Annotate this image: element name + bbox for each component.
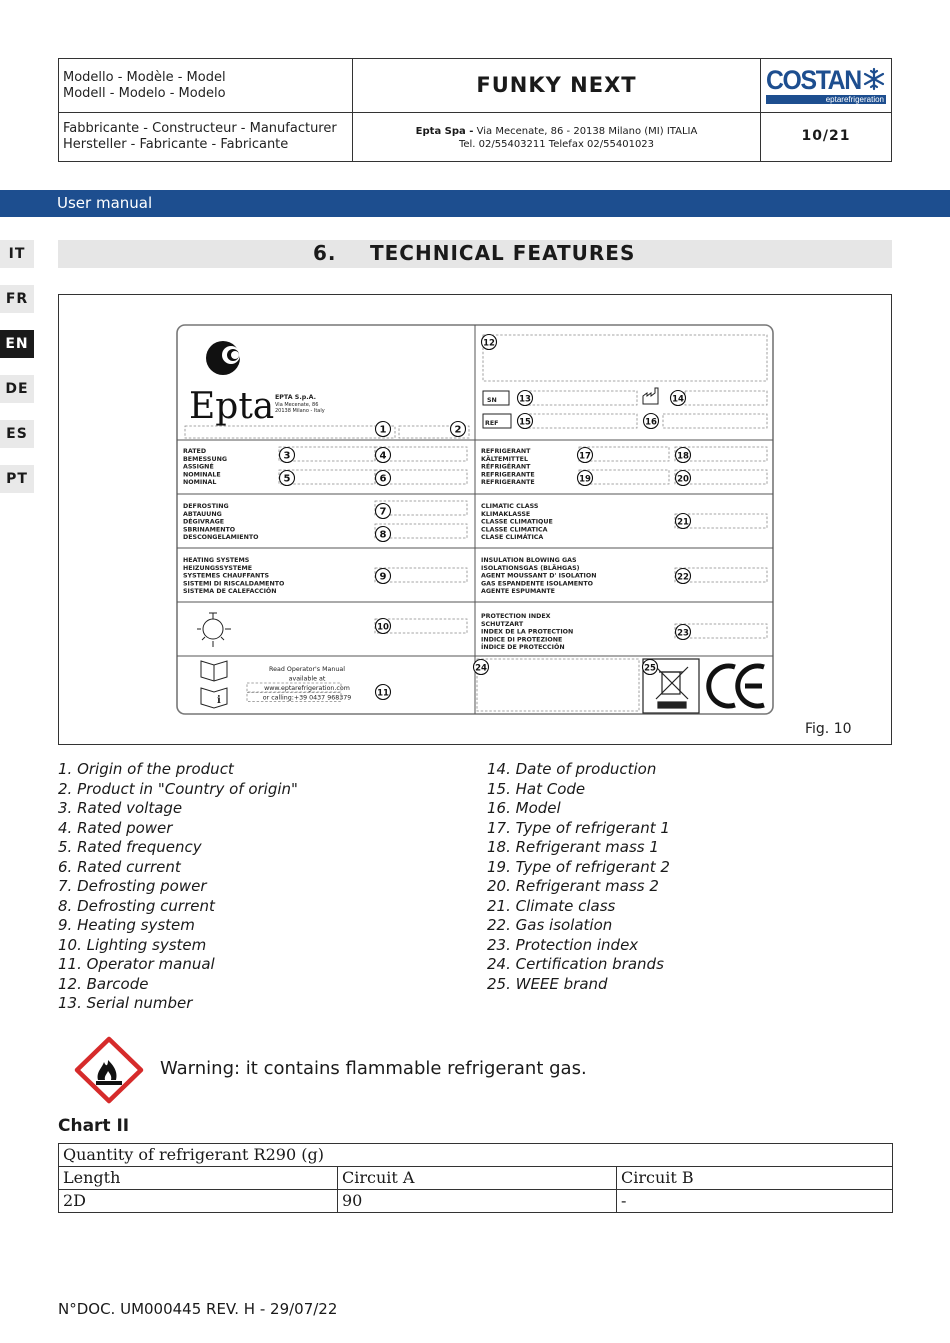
svg-text:13: 13: [519, 394, 531, 405]
section-title: TECHNICAL FEATURES: [370, 241, 636, 265]
legend-item: 13. Serial number: [58, 994, 193, 1012]
lang-tab-pt[interactable]: PT: [0, 465, 34, 493]
svg-text:1: 1: [379, 424, 387, 436]
table-caption: Quantity of refrigerant R290 (g): [59, 1144, 893, 1167]
model-label-line1: Modello - Modèle - Model: [63, 70, 226, 85]
epta-brand-text: Epta: [189, 386, 275, 427]
callout-number-22: [676, 569, 691, 584]
svg-text:19: 19: [579, 474, 591, 485]
defrosting-label: DÉGIVRAGE: [183, 518, 225, 526]
callout-number-14: [671, 391, 686, 406]
logo-cell: [761, 59, 891, 113]
manual-info-text: www.eptarefrigeration.com: [264, 685, 350, 692]
lang-tab-it[interactable]: IT: [0, 240, 34, 268]
legend-item: 6. Rated current: [58, 857, 181, 876]
svg-text:20: 20: [677, 474, 689, 485]
legend-item: 22. Gas isolation: [487, 916, 613, 934]
legend-item: 12. Barcode: [58, 974, 149, 993]
legend-item: 9. Heating system: [58, 916, 195, 934]
protection-index-label: INDICE DI PROTEZIONE: [481, 636, 563, 644]
svg-text:10: 10: [377, 622, 389, 633]
document-footer: N°DOC. UM000445 REV. H - 29/07/22: [58, 1300, 338, 1318]
climatic-class-label: CLASSE CLIMATIQUE: [481, 518, 553, 526]
refrigerant-label: REFRIGERANT: [481, 448, 531, 455]
legend-item: 4. Rated power: [58, 818, 173, 837]
section-title-bar: [58, 240, 892, 268]
manufacturer-address-cell: [353, 113, 761, 161]
svg-text:7: 7: [379, 506, 387, 518]
table-row: [59, 1190, 893, 1213]
manual-info-text: Read Operator's Manual: [269, 666, 345, 673]
legend-item: 17. Type of refrigerant 1: [487, 818, 670, 837]
manufacturer-label-line1: Fabbricante - Constructeur - Manufacturer: [63, 121, 337, 136]
defrosting-label: SBRINAMENTO: [183, 526, 236, 534]
heating-label: HEATING SYSTEMS: [183, 557, 250, 564]
svg-text:4: 4: [379, 450, 387, 462]
document-header: [58, 58, 892, 162]
logo-subtitle: eptarefrigeration: [766, 95, 886, 104]
protection-index-label: SCHUTZART: [481, 620, 524, 628]
refrigerant-label: KÄLTEMITTEL: [481, 455, 528, 463]
callout-number-13: [518, 391, 533, 406]
epta-address-line: 20138 Milano - Italy: [275, 408, 325, 414]
figure-frame: [58, 294, 892, 745]
svg-text:12: 12: [483, 338, 495, 349]
table-header: Circuit A: [338, 1167, 617, 1190]
callout-number-4: [376, 448, 391, 463]
insulation-gas-label: GAS ESPANDENTE ISOLAMENTO: [481, 580, 593, 588]
table-cell: -: [617, 1190, 893, 1213]
page-number-cell: [761, 113, 891, 161]
callout-number-25: [643, 660, 658, 675]
manufacturer-address: Via Mecenate, 86 - 20138 Milano (MI) ITALIA: [476, 126, 698, 137]
legend-item: 5. Rated frequency: [58, 838, 202, 856]
legend-item: 23. Protection index: [487, 935, 639, 954]
chart-title: Chart II: [58, 1116, 130, 1136]
page-number: 10/21: [801, 128, 851, 144]
svg-text:2: 2: [454, 424, 462, 436]
model-label-cell: [59, 59, 353, 113]
legend-item: 21. Climate class: [487, 896, 616, 915]
legend-item: 11. Operator manual: [58, 955, 215, 973]
insulation-gas-label: ISOLATIONSGAS (BLÄHGAS): [481, 564, 580, 572]
callout-number-16: [644, 414, 659, 429]
lang-tab-en[interactable]: EN: [0, 330, 34, 358]
climatic-class-label: CLIMATIC CLASS: [481, 503, 539, 510]
svg-text:21: 21: [677, 517, 689, 528]
epta-address-line: Via Mecenate, 86: [275, 402, 319, 408]
lang-tab-fr[interactable]: FR: [0, 285, 34, 313]
heating-label: SISTEMI DI RISCALDAMENTO: [183, 580, 285, 588]
figure-label: Fig. 10: [805, 721, 852, 737]
protection-index-label: INDEX DE LA PROTECTION: [481, 628, 574, 636]
callout-number-1: [376, 422, 391, 437]
callout-number-12: [482, 335, 497, 350]
svg-text:i: i: [217, 695, 221, 706]
callout-number-18: [676, 448, 691, 463]
callout-number-21: [676, 514, 691, 529]
lang-tab-es[interactable]: ES: [0, 420, 34, 448]
callout-number-19: [578, 471, 593, 486]
rated-label: BEMESSUNG: [183, 455, 228, 463]
protection-index-label: PROTECTION INDEX: [481, 613, 551, 620]
rated-label: RATED: [183, 448, 207, 455]
svg-text:18: 18: [677, 451, 689, 462]
table-header-row: [59, 1167, 893, 1190]
product-title-cell: [353, 59, 761, 113]
sn-label: SN: [487, 397, 497, 404]
callout-number-5: [280, 471, 295, 486]
rated-label: ASSIGNÉ: [183, 463, 214, 471]
callout-number-17: [578, 448, 593, 463]
climatic-class-label: KLIMAKLASSE: [481, 510, 531, 518]
manufacturer-label-cell: [59, 113, 353, 161]
table-cell: 2D: [59, 1190, 338, 1213]
callout-number-20: [676, 471, 691, 486]
product-title: FUNKY NEXT: [476, 73, 637, 97]
defrosting-label: DEFROSTING: [183, 503, 229, 510]
callout-number-6: [376, 471, 391, 486]
callout-number-24: [474, 660, 489, 675]
legend-item: 1. Origin of the product: [58, 760, 234, 778]
legend-item: 2. Product in "Country of origin": [58, 779, 298, 798]
refrigerant-label: REFRIGERANTE: [481, 471, 535, 479]
epta-address-line: EPTA S.p.A.: [275, 394, 316, 401]
insulation-gas-label: INSULATION BLOWING GAS: [481, 557, 577, 564]
manual-info-text: available at: [288, 675, 326, 683]
legend-item: 10. Lighting system: [58, 935, 207, 954]
legend-item: 18. Refrigerant mass 1: [487, 838, 659, 856]
legend-item: 24. Certification brands: [487, 955, 664, 973]
callout-number-7: [376, 504, 391, 519]
logo-text: COSTAN: [766, 65, 861, 95]
protection-index-label: ÍNDICE DE PROTECCIÓN: [481, 644, 565, 652]
manual-info-text: or calling:+39 0437 968379: [262, 694, 352, 702]
table-header: Circuit B: [617, 1167, 893, 1190]
legend-item: 7. Defrosting power: [58, 877, 207, 895]
callout-number-23: [676, 625, 691, 640]
callout-number-3: [280, 448, 295, 463]
section-number: 6.: [313, 241, 337, 265]
ref-label: REF: [485, 420, 499, 427]
rated-label: NOMINALE: [183, 471, 221, 479]
legend-item: 8. Defrosting current: [58, 896, 215, 915]
svg-text:9: 9: [379, 571, 387, 583]
svg-text:5: 5: [283, 473, 291, 485]
manufacturer-name: Epta Spa -: [415, 126, 474, 137]
table-cell: 90: [338, 1190, 617, 1213]
callout-number-9: [376, 569, 391, 584]
heating-label: SISTEMA DE CALEFACCIÓN: [183, 588, 277, 596]
legend-item: 16. Model: [487, 799, 561, 817]
legend-item: 19. Type of refrigerant 2: [487, 857, 670, 876]
refrigerant-label: RÉFRIGÉRANT: [481, 463, 531, 471]
svg-text:3: 3: [283, 450, 291, 462]
legend-left: [58, 760, 298, 1014]
table-header: Length: [59, 1167, 338, 1190]
snowflake-icon: [862, 67, 886, 91]
lang-tab-de[interactable]: DE: [0, 375, 34, 403]
table-caption-row: [59, 1144, 893, 1167]
legend-item: 25. WEEE brand: [487, 974, 608, 993]
climatic-class-label: CLASSE CLIMATICA: [481, 526, 548, 534]
svg-text:15: 15: [519, 417, 531, 428]
callout-number-10: [376, 619, 391, 634]
rating-plate-diagram: [59, 295, 890, 743]
model-label-line2: Modell - Modelo - Modelo: [63, 86, 226, 101]
callout-number-11: [376, 685, 391, 700]
legend-item: 15. Hat Code: [487, 779, 586, 798]
flammable-hazard-icon: [74, 1036, 144, 1104]
refrigerant-table: [58, 1143, 893, 1213]
rated-label: NOMINAL: [183, 479, 217, 487]
svg-text:24: 24: [475, 663, 487, 674]
svg-text:8: 8: [379, 529, 387, 541]
climatic-class-label: CLASE CLIMÁTICA: [481, 534, 544, 542]
legend-right: [487, 760, 670, 994]
callout-number-8: [376, 527, 391, 542]
heating-label: HEIZUNGSSYSTEME: [183, 564, 253, 572]
legend-item: 3. Rated voltage: [58, 799, 183, 817]
callout-number-2: [451, 422, 466, 437]
svg-text:14: 14: [672, 394, 684, 405]
legend-item: 14. Date of production: [487, 760, 657, 778]
insulation-gas-label: AGENTE ESPUMANTE: [481, 588, 555, 596]
user-manual-band: [0, 190, 950, 217]
user-manual-label: User manual: [57, 194, 153, 212]
legend-item: 20. Refrigerant mass 2: [487, 877, 659, 895]
svg-text:6: 6: [379, 473, 387, 485]
manufacturer-label-line2: Hersteller - Fabricante - Fabricante: [63, 137, 289, 152]
defrosting-label: ABTAUUNG: [183, 510, 222, 518]
insulation-gas-label: AGENT MOUSSANT D' ISOLATION: [481, 572, 597, 580]
defrosting-label: DESCONGELAMIENTO: [183, 534, 259, 542]
svg-text:11: 11: [377, 688, 389, 699]
ce-mark-text: CE: [59, 295, 61, 296]
manufacturer-phone: Tel. 02/55403211 Telefax 02/55401023: [458, 139, 655, 150]
svg-text:22: 22: [677, 572, 689, 583]
svg-text:25: 25: [644, 663, 656, 674]
warning-text: Warning: it contains flammable refrigerant gas.: [160, 1058, 587, 1079]
callout-number-15: [518, 414, 533, 429]
costan-logo: [766, 65, 888, 105]
refrigerant-label: REFRIGERANTE: [481, 479, 535, 487]
svg-text:17: 17: [579, 451, 591, 462]
svg-text:16: 16: [645, 417, 657, 428]
heating-label: SYSTEMES CHAUFFANTS: [183, 572, 270, 580]
svg-text:23: 23: [677, 628, 689, 639]
